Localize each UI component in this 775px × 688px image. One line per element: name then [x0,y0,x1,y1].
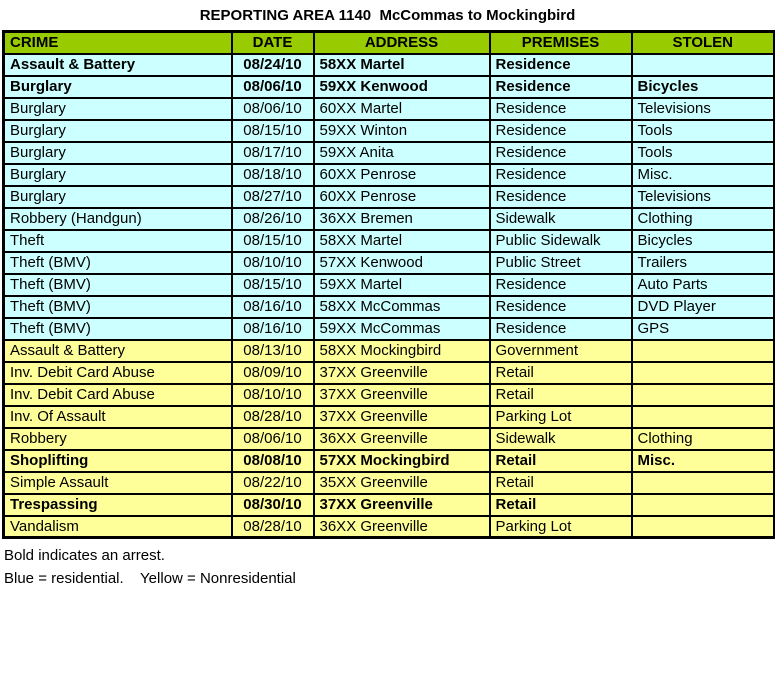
table-row [4,318,775,340]
table-row [4,252,775,274]
cell-premises: Retail [490,494,632,516]
cell-date: 08/28/10 [232,516,314,538]
table-row [4,120,775,142]
table-row [4,164,775,186]
cell-crime: Burglary [4,186,232,208]
cell-crime: Vandalism [4,516,232,538]
column-header-crime: CRIME [4,32,232,54]
cell-stolen: Clothing [632,428,775,450]
cell-address: 57XX Kenwood [314,252,490,274]
table-row [4,450,775,472]
cell-stolen: Tools [632,120,775,142]
table-row [4,274,775,296]
cell-stolen: Bicycles [632,76,775,98]
cell-date: 08/15/10 [232,230,314,252]
cell-crime: Robbery (Handgun) [4,208,232,230]
column-header-address: ADDRESS [314,32,490,54]
cell-crime: Theft (BMV) [4,318,232,340]
cell-premises: Retail [490,472,632,494]
cell-crime: Theft (BMV) [4,252,232,274]
cell-address: 60XX Penrose [314,164,490,186]
cell-date: 08/09/10 [232,362,314,384]
table-row [4,208,775,230]
cell-premises: Residence [490,274,632,296]
cell-date: 08/06/10 [232,98,314,120]
table-row [4,406,775,428]
cell-crime: Burglary [4,120,232,142]
table-row [4,230,775,252]
cell-address: 58XX Martel [314,230,490,252]
cell-address: 36XX Greenville [314,516,490,538]
cell-crime: Simple Assault [4,472,232,494]
cell-stolen: Bicycles [632,230,775,252]
table-row [4,142,775,164]
cell-address: 58XX Mockingbird [314,340,490,362]
cell-address: 59XX Anita [314,142,490,164]
cell-stolen: Misc. [632,450,775,472]
cell-crime: Burglary [4,76,232,98]
cell-address: 60XX Penrose [314,186,490,208]
table-row [4,494,775,516]
cell-address: 58XX McCommas [314,296,490,318]
cell-premises: Residence [490,76,632,98]
cell-stolen [632,384,775,406]
cell-address: 36XX Greenville [314,428,490,450]
cell-stolen [632,54,775,76]
cell-stolen: Televisions [632,186,775,208]
cell-premises: Residence [490,318,632,340]
cell-address: 58XX Martel [314,54,490,76]
cell-premises: Retail [490,362,632,384]
table-row [4,340,775,362]
column-header-date: DATE [232,32,314,54]
cell-premises: Parking Lot [490,516,632,538]
cell-date: 08/28/10 [232,406,314,428]
cell-date: 08/30/10 [232,494,314,516]
table-row [4,76,775,98]
cell-stolen [632,406,775,428]
cell-stolen: Tools [632,142,775,164]
cell-premises: Sidewalk [490,208,632,230]
cell-stolen [632,362,775,384]
cell-crime: Inv. Debit Card Abuse [4,362,232,384]
cell-date: 08/15/10 [232,120,314,142]
cell-premises: Residence [490,186,632,208]
legend-arrest-note: Bold indicates an arrest. [4,547,165,564]
cell-premises: Residence [490,54,632,76]
cell-premises: Residence [490,296,632,318]
cell-crime: Assault & Battery [4,54,232,76]
cell-crime: Burglary [4,164,232,186]
cell-premises: Retail [490,384,632,406]
cell-date: 08/17/10 [232,142,314,164]
table-row [4,296,775,318]
cell-date: 08/10/10 [232,252,314,274]
cell-stolen: Auto Parts [632,274,775,296]
cell-date: 08/10/10 [232,384,314,406]
cell-stolen [632,516,775,538]
cell-address: 35XX Greenville [314,472,490,494]
cell-address: 36XX Bremen [314,208,490,230]
table-row [4,54,775,76]
cell-crime: Trespassing [4,494,232,516]
cell-premises: Residence [490,164,632,186]
table-row [4,472,775,494]
cell-premises: Residence [490,142,632,164]
table-row [4,516,775,538]
cell-date: 08/18/10 [232,164,314,186]
cell-address: 59XX Martel [314,274,490,296]
cell-premises: Public Street [490,252,632,274]
cell-premises: Parking Lot [490,406,632,428]
cell-date: 08/15/10 [232,274,314,296]
page-title: REPORTING AREA 1140 McCommas to Mockingbird [199,7,576,24]
cell-crime: Theft (BMV) [4,274,232,296]
cell-crime: Burglary [4,142,232,164]
cell-stolen: DVD Player [632,296,775,318]
table-row [4,362,775,384]
cell-date: 08/27/10 [232,186,314,208]
cell-stolen: Trailers [632,252,775,274]
cell-crime: Inv. Debit Card Abuse [4,384,232,406]
cell-date: 08/24/10 [232,54,314,76]
cell-address: 60XX Martel [314,98,490,120]
cell-date: 08/22/10 [232,472,314,494]
cell-date: 08/16/10 [232,296,314,318]
legend-color-note: Blue = residential. Yellow = Nonresidential [4,570,296,587]
cell-premises: Public Sidewalk [490,230,632,252]
cell-address: 59XX McCommas [314,318,490,340]
cell-address: 59XX Winton [314,120,490,142]
cell-address: 57XX Mockingbird [314,450,490,472]
cell-premises: Residence [490,120,632,142]
cell-premises: Government [490,340,632,362]
cell-crime: Inv. Of Assault [4,406,232,428]
cell-stolen: Televisions [632,98,775,120]
cell-premises: Residence [490,98,632,120]
cell-crime: Robbery [4,428,232,450]
cell-stolen: Clothing [632,208,775,230]
column-header-stolen: STOLEN [632,32,775,54]
cell-crime: Shoplifting [4,450,232,472]
cell-stolen [632,472,775,494]
cell-date: 08/26/10 [232,208,314,230]
column-header-premises: PREMISES [490,32,632,54]
cell-address: 37XX Greenville [314,494,490,516]
cell-crime: Theft [4,230,232,252]
cell-address: 37XX Greenville [314,362,490,384]
cell-premises: Retail [490,450,632,472]
cell-date: 08/08/10 [232,450,314,472]
cell-crime: Theft (BMV) [4,296,232,318]
cell-address: 37XX Greenville [314,406,490,428]
cell-stolen [632,494,775,516]
crime-report-table [2,30,775,539]
cell-premises: Sidewalk [490,428,632,450]
cell-date: 08/06/10 [232,76,314,98]
table-row [4,384,775,406]
cell-address: 37XX Greenville [314,384,490,406]
cell-date: 08/13/10 [232,340,314,362]
cell-crime: Assault & Battery [4,340,232,362]
table-row [4,186,775,208]
table-row [4,428,775,450]
table-header-row [4,32,775,54]
table-row [4,98,775,120]
cell-crime: Burglary [4,98,232,120]
cell-date: 08/16/10 [232,318,314,340]
legend [4,544,775,590]
cell-stolen: Misc. [632,164,775,186]
cell-stolen: GPS [632,318,775,340]
cell-address: 59XX Kenwood [314,76,490,98]
cell-stolen [632,340,775,362]
cell-date: 08/06/10 [232,428,314,450]
